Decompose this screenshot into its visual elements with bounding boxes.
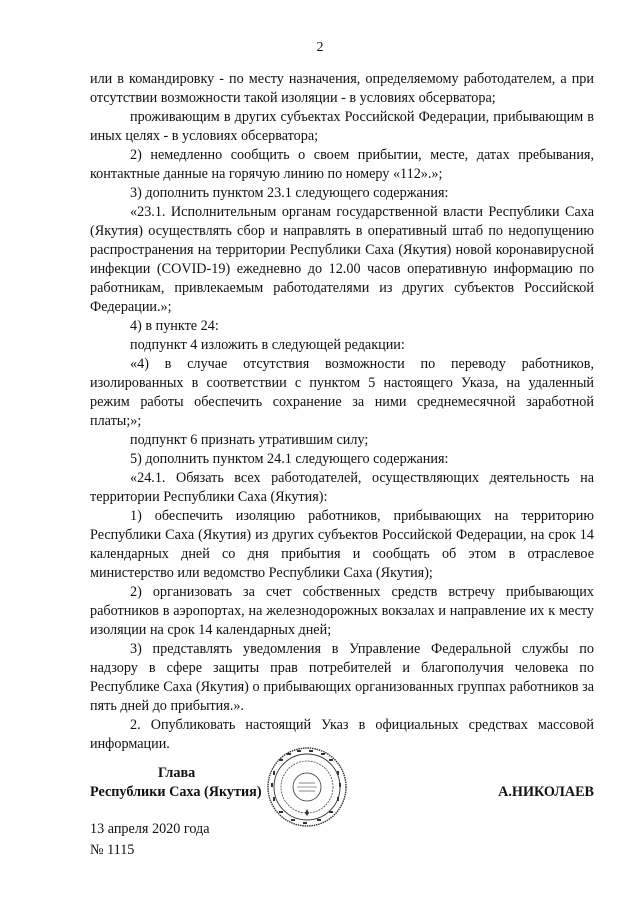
paragraph: 1) обеспечить изоляцию работников, прибывающих на территорию Республики Саха (Якутия) из других субъектов Российской Федерации, на срок 14 календарных дней со дня прибытия и сообщать об этом в отраслевое министерство или ведомство Республики Саха (Якутия); <box>90 508 594 581</box>
official-seal-icon <box>265 745 349 829</box>
paragraph: «24.1. Обязать всех работодателей, осуществляющих деятельность на территории Республики Саха (Якутия): <box>90 470 594 505</box>
decree-number: № 1115 <box>90 842 135 858</box>
paragraph: подпункт 4 изложить в следующей редакции: <box>130 337 405 353</box>
signatory-name: А.НИКОЛАЕВ <box>498 784 594 800</box>
paragraph: 5) дополнить пунктом 24.1 следующего содержания: <box>130 451 449 467</box>
paragraph: 2) немедленно сообщить о своем прибытии, месте, датах пребывания, контактные данные на горячую линию по номеру «112».»; <box>90 147 594 182</box>
signatory-post-line2: Республики Саха (Якутия) <box>90 784 262 800</box>
paragraph: подпункт 6 признать утратившим силу; <box>130 432 369 448</box>
paragraph: «23.1. Исполнительным органам государственной власти Республики Саха (Якутия) осуществлять сбор и направлять в оперативный штаб по недопущению распространения на территории Республики Саха (Якутия) новой коронавирусной инфекции (COVID-19) ежедневно до 12.00 часов оперативную информацию по работникам, привлекаемым работодателями из других субъектов Российской Федерации.»; <box>90 204 594 315</box>
paragraph: 3) дополнить пунктом 23.1 следующего содержания: <box>130 185 449 201</box>
decree-date: 13 апреля 2020 года <box>90 821 210 837</box>
paragraph: 2) организовать за счет собственных средств встречу прибывающих работников в аэропортах, на железнодорожных вокзалах и направление их к месту изоляции на срок 14 календарных дней; <box>90 584 594 638</box>
paragraph: проживающим в других субъектах Российской Федерации, прибывающим в иных целях - в условиях обсерватора; <box>90 109 594 144</box>
paragraph: 4) в пункте 24: <box>130 318 219 334</box>
signatory-post-line1: Глава <box>158 765 196 781</box>
paragraph: «4) в случае отсутствия возможности по переводу работников, изолированных в соответствии с пунктом 5 настоящего Указа, на удаленный режим работы обеспечить сохранение за ними среднемесячной заработной платы;»; <box>90 356 594 429</box>
page-number: 2 <box>316 40 324 55</box>
paragraph: или в командировку - по месту назначения, определяемому работодателем, а при отсутствии возможности такой изоляции - в условиях обсерватора; <box>90 71 594 106</box>
paragraph: 3) представлять уведомления в Управление Федеральной службы по надзору в сфере защиты прав потребителей и благополучия человека по Республике Саха (Якутия) о прибывающих организованных группах работников за пять дней до прибытия.». <box>90 641 594 714</box>
decree-body <box>90 70 594 754</box>
paragraph: 2. Опубликовать настоящий Указ в официальных средствах массовой информации. <box>90 717 594 752</box>
